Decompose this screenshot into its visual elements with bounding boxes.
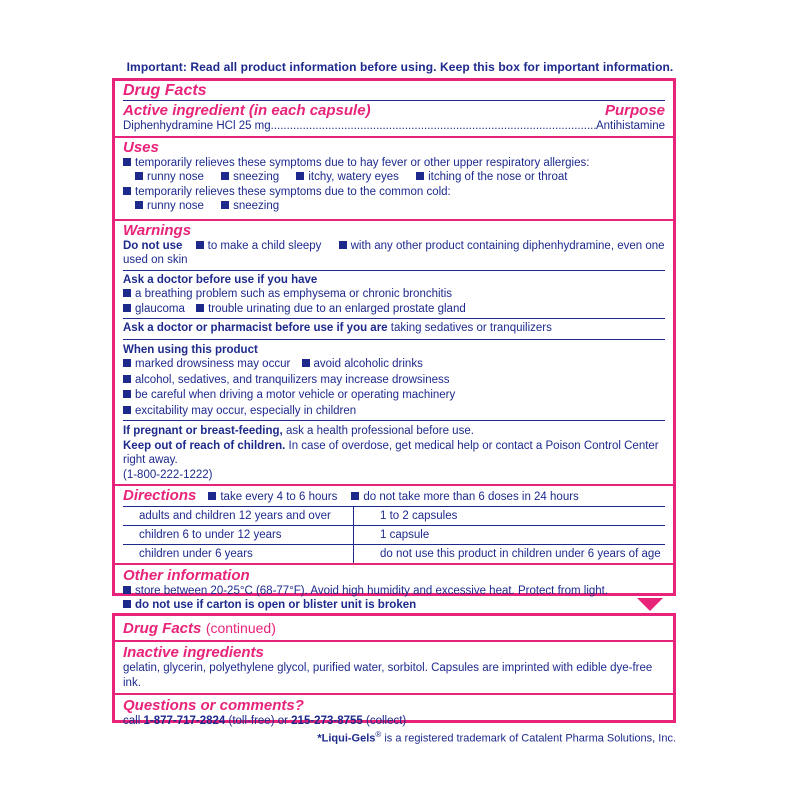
warnings-section bbox=[115, 221, 673, 487]
contact-line bbox=[123, 714, 665, 729]
do-not-use-item: to make a child sleepy bbox=[207, 239, 322, 252]
bullet-icon bbox=[123, 586, 131, 594]
pregnant-text: ask a health professional before use. bbox=[285, 425, 474, 437]
uses-symptoms-1 bbox=[123, 170, 665, 185]
table-row bbox=[123, 544, 665, 563]
uses-symptoms-2 bbox=[123, 199, 665, 214]
age-group-cell: adults and children 12 years and over bbox=[123, 506, 354, 525]
warnings-heading: Warnings bbox=[123, 221, 192, 239]
ask-doctor-block bbox=[123, 270, 665, 319]
bullet-icon bbox=[123, 289, 131, 297]
bullet-icon bbox=[221, 172, 229, 180]
age-group-cell: children under 6 years bbox=[123, 544, 354, 563]
drug-facts-title: Drug Facts bbox=[123, 81, 665, 101]
trademark-brand: *Liqui-Gels bbox=[317, 732, 376, 745]
keep-out-text: In case of overdose, get medical help or contact a Poison Control Center right away. bbox=[123, 439, 659, 466]
call-label: call bbox=[123, 715, 141, 727]
collect-label: (collect) bbox=[365, 715, 407, 727]
bullet-icon bbox=[196, 304, 204, 312]
tollfree-label: (toll-free) or bbox=[228, 715, 288, 727]
when-using-block bbox=[123, 339, 665, 421]
dosage-table bbox=[123, 506, 665, 563]
questions-section bbox=[115, 695, 673, 732]
ingredient-purpose: Antihistamine bbox=[595, 120, 665, 132]
purpose-heading: Purpose bbox=[604, 102, 665, 119]
bullet-icon bbox=[221, 201, 229, 209]
age-group-cell: children 6 to under 12 years bbox=[123, 525, 354, 544]
bullet-icon bbox=[123, 390, 131, 398]
when-using-item: be careful when driving a motor vehicle or operating machinery bbox=[135, 389, 456, 401]
dose-cell: 1 to 2 capsules bbox=[354, 506, 666, 525]
directions-section bbox=[115, 486, 673, 565]
symptom: sneezing bbox=[233, 200, 280, 212]
questions-heading: Questions or comments? bbox=[123, 697, 304, 714]
continued-title-section bbox=[115, 616, 673, 642]
symptom: runny nose bbox=[147, 200, 204, 212]
bullet-icon bbox=[123, 406, 131, 414]
when-using-item: marked drowsiness may occur bbox=[135, 358, 291, 370]
active-ingredient-section bbox=[115, 81, 673, 138]
trademark-note bbox=[112, 730, 676, 745]
bullet-icon bbox=[416, 172, 424, 180]
carton-warning: do not use if carton is open or blister unit is broken bbox=[135, 599, 417, 611]
inactive-heading: Inactive ingredients bbox=[123, 644, 264, 661]
bullet-icon bbox=[123, 187, 131, 195]
drug-facts-panel bbox=[112, 78, 676, 611]
tollfree-number: 1-877-717-2824 bbox=[143, 715, 226, 727]
active-ingredient-row bbox=[123, 119, 665, 134]
bullet-icon bbox=[339, 241, 347, 249]
bullet-icon bbox=[135, 201, 143, 209]
continued-arrow-icon bbox=[637, 598, 663, 611]
do-not-use-item: with any other product containing diphenhydramine, even one used on skin bbox=[123, 239, 665, 266]
trademark-text: is a registered trademark of Catalent Pharma Solutions, Inc. bbox=[384, 732, 676, 745]
do-not-use-label: Do not use bbox=[123, 239, 183, 252]
table-row bbox=[123, 506, 665, 525]
ask-doctor-heading: Ask a doctor before use if you have bbox=[123, 273, 318, 286]
directions-item: do not take more than 6 doses in 24 hours bbox=[363, 491, 579, 503]
ingredient-name: Diphenhydramine HCl 25 mg bbox=[123, 120, 271, 132]
ask-doctor-item: trouble urinating due to an enlarged prostate gland bbox=[208, 302, 466, 315]
bullet-icon bbox=[196, 241, 204, 249]
keep-out-label: Keep out of reach of children. bbox=[123, 439, 286, 452]
bullet-icon bbox=[123, 304, 131, 312]
continued-title: Drug Facts bbox=[123, 620, 202, 637]
table-row bbox=[123, 525, 665, 544]
ask-pharmacist-row bbox=[123, 318, 665, 339]
ask-pharmacist-text: taking sedatives or tranquilizers bbox=[390, 322, 552, 334]
pregnant-label: If pregnant or breast-feeding, bbox=[123, 425, 283, 437]
storage-text: store between 20-25°C (68-77°F). Avoid high humidity and excessive heat. Protect from light. bbox=[135, 584, 609, 597]
when-using-heading: When using this product bbox=[123, 343, 258, 356]
inactive-section bbox=[115, 642, 673, 695]
bullet-icon bbox=[135, 172, 143, 180]
poison-control-phone: (1-800-222-1222) bbox=[123, 468, 213, 481]
bullet-icon bbox=[123, 600, 131, 608]
symptom: itchy, watery eyes bbox=[308, 171, 399, 183]
symptom: sneezing bbox=[233, 171, 280, 183]
directions-heading: Directions bbox=[123, 487, 197, 504]
uses-heading: Uses bbox=[123, 138, 159, 156]
bullet-icon bbox=[296, 172, 304, 180]
bullet-icon bbox=[123, 158, 131, 166]
directions-item: take every 4 to 6 hours bbox=[220, 491, 338, 503]
bullet-icon bbox=[123, 359, 131, 367]
header-note: Important: Read all product information before using. Keep this box for important information. bbox=[126, 60, 674, 74]
bullet-icon bbox=[123, 375, 131, 383]
leader-dots bbox=[271, 119, 596, 134]
inactive-text: gelatin, glycerin, polyethylene glycol, purified water, sorbitol. Capsules are imprinted with edible dye-free ink. bbox=[123, 662, 653, 689]
other-info-section bbox=[115, 565, 673, 617]
drug-facts-continued-panel bbox=[112, 613, 676, 727]
bullet-icon bbox=[351, 492, 359, 500]
ask-pharmacist-label: Ask a doctor or pharmacist before use if you are bbox=[123, 322, 388, 334]
uses-line2: temporarily relieves these symptoms due to the common cold: bbox=[135, 185, 451, 198]
symptom: runny nose bbox=[147, 171, 204, 183]
active-ingredient-heading: Active ingredient (in each capsule) bbox=[123, 102, 371, 119]
when-using-item: excitability may occur, especially in children bbox=[135, 404, 357, 417]
registered-mark: ® bbox=[375, 730, 382, 739]
dose-cell: 1 capsule bbox=[354, 525, 666, 544]
do-not-use-row bbox=[123, 239, 665, 270]
collect-number: 215-273-8755 bbox=[291, 715, 363, 727]
continued-suffix: (continued) bbox=[205, 620, 276, 636]
pregnancy-block bbox=[123, 420, 665, 482]
when-using-item: avoid alcoholic drinks bbox=[313, 358, 423, 370]
other-info-heading: Other information bbox=[123, 566, 250, 584]
bullet-icon bbox=[208, 492, 216, 500]
ask-doctor-item: a breathing problem such as emphysema or chronic bronchitis bbox=[135, 288, 453, 300]
dose-cell: do not use this product in children under 6 years of age bbox=[354, 544, 666, 563]
uses-line1: temporarily relieves these symptoms due to hay fever or other upper respiratory allergies: bbox=[135, 156, 590, 169]
uses-section bbox=[115, 138, 673, 221]
ask-doctor-item: glaucoma bbox=[135, 302, 185, 315]
when-using-item: alcohol, sedatives, and tranquilizers may increase drowsiness bbox=[135, 373, 450, 386]
bullet-icon bbox=[302, 359, 310, 367]
symptom: itching of the nose or throat bbox=[428, 171, 568, 183]
